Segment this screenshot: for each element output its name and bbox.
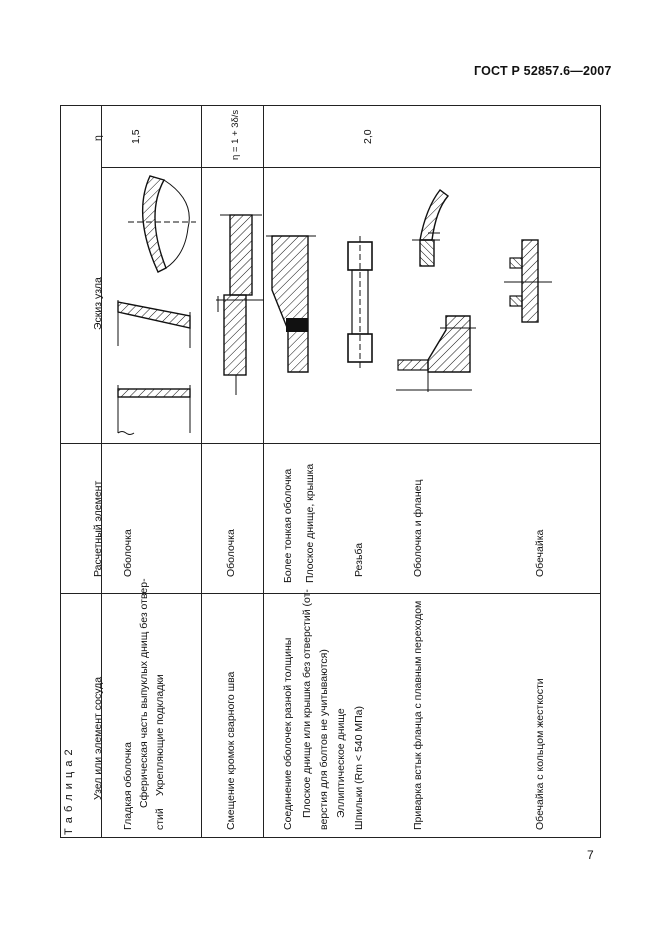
row1-eta: 1,5 (130, 129, 142, 144)
column-header-node: Узел или элемент сосуда (92, 676, 104, 800)
row1-node-line: Гладкая оболочка (122, 742, 134, 830)
row3-node-line: Эллиптическое днище (335, 708, 347, 818)
row3-element-line: Плоское днище, крышка (304, 463, 316, 583)
document-header: ГОСТ Р 52857.6—2007 (474, 64, 612, 78)
sketch-reinforcing-plate (118, 300, 190, 348)
row3-node-line: Плоское днище или крышка без отверстий (от- (301, 589, 313, 818)
row1-node-line: Сферическая часть выпуклых днищ без отвер- (138, 578, 150, 808)
row3-node-line: Приварка встык фланца с плавным переходом (412, 600, 424, 830)
row2-node: Смещение кромок сварного шва (225, 671, 237, 830)
sketch-elliptical-head (412, 190, 448, 266)
row3-element-line: Более тонкая оболочка (282, 468, 294, 583)
column-header-element: Расчетный элемент (92, 480, 104, 577)
sketch-stud (348, 236, 372, 368)
row3-node-line: Соединение оболочек разной толщины (282, 637, 294, 830)
row3-node-line: Обечайка с кольцом жесткости (534, 678, 546, 830)
sketch-spherical-head (128, 176, 196, 272)
table-caption: Т а б л и ц а 2 (63, 748, 75, 835)
row2-element: Оболочка (225, 529, 237, 577)
sketch-thickness-transition (266, 236, 316, 372)
row3-node-line: Шпильки (Rm < 540 МПа) (353, 705, 365, 830)
sketch-ring-stiffened-shell (504, 240, 552, 322)
sketch-flange-butt-weld (396, 316, 476, 392)
column-header-sketch: Эскиз узла (92, 277, 104, 330)
sketch-edge-offset (216, 215, 264, 395)
row1-node-line: стий (154, 808, 166, 830)
row2-eta-formula: η = 1 + 3δ/s (230, 109, 241, 160)
row1-node-line: Укрепляющие подкладки (154, 674, 166, 796)
row3-eta: 2,0 (362, 129, 374, 144)
row3-node-line: верстия для болтов не учитываются) (318, 649, 330, 830)
row3-element-line: Оболочка и фланец (412, 479, 424, 577)
page-number: 7 (587, 848, 594, 862)
row3-element-line: Обечайка (534, 529, 546, 577)
row3-element-line: Резьба (353, 542, 365, 577)
column-header-eta: η (92, 135, 104, 141)
sketch-smooth-shell (118, 385, 190, 435)
row1-element: Оболочка (122, 529, 134, 577)
